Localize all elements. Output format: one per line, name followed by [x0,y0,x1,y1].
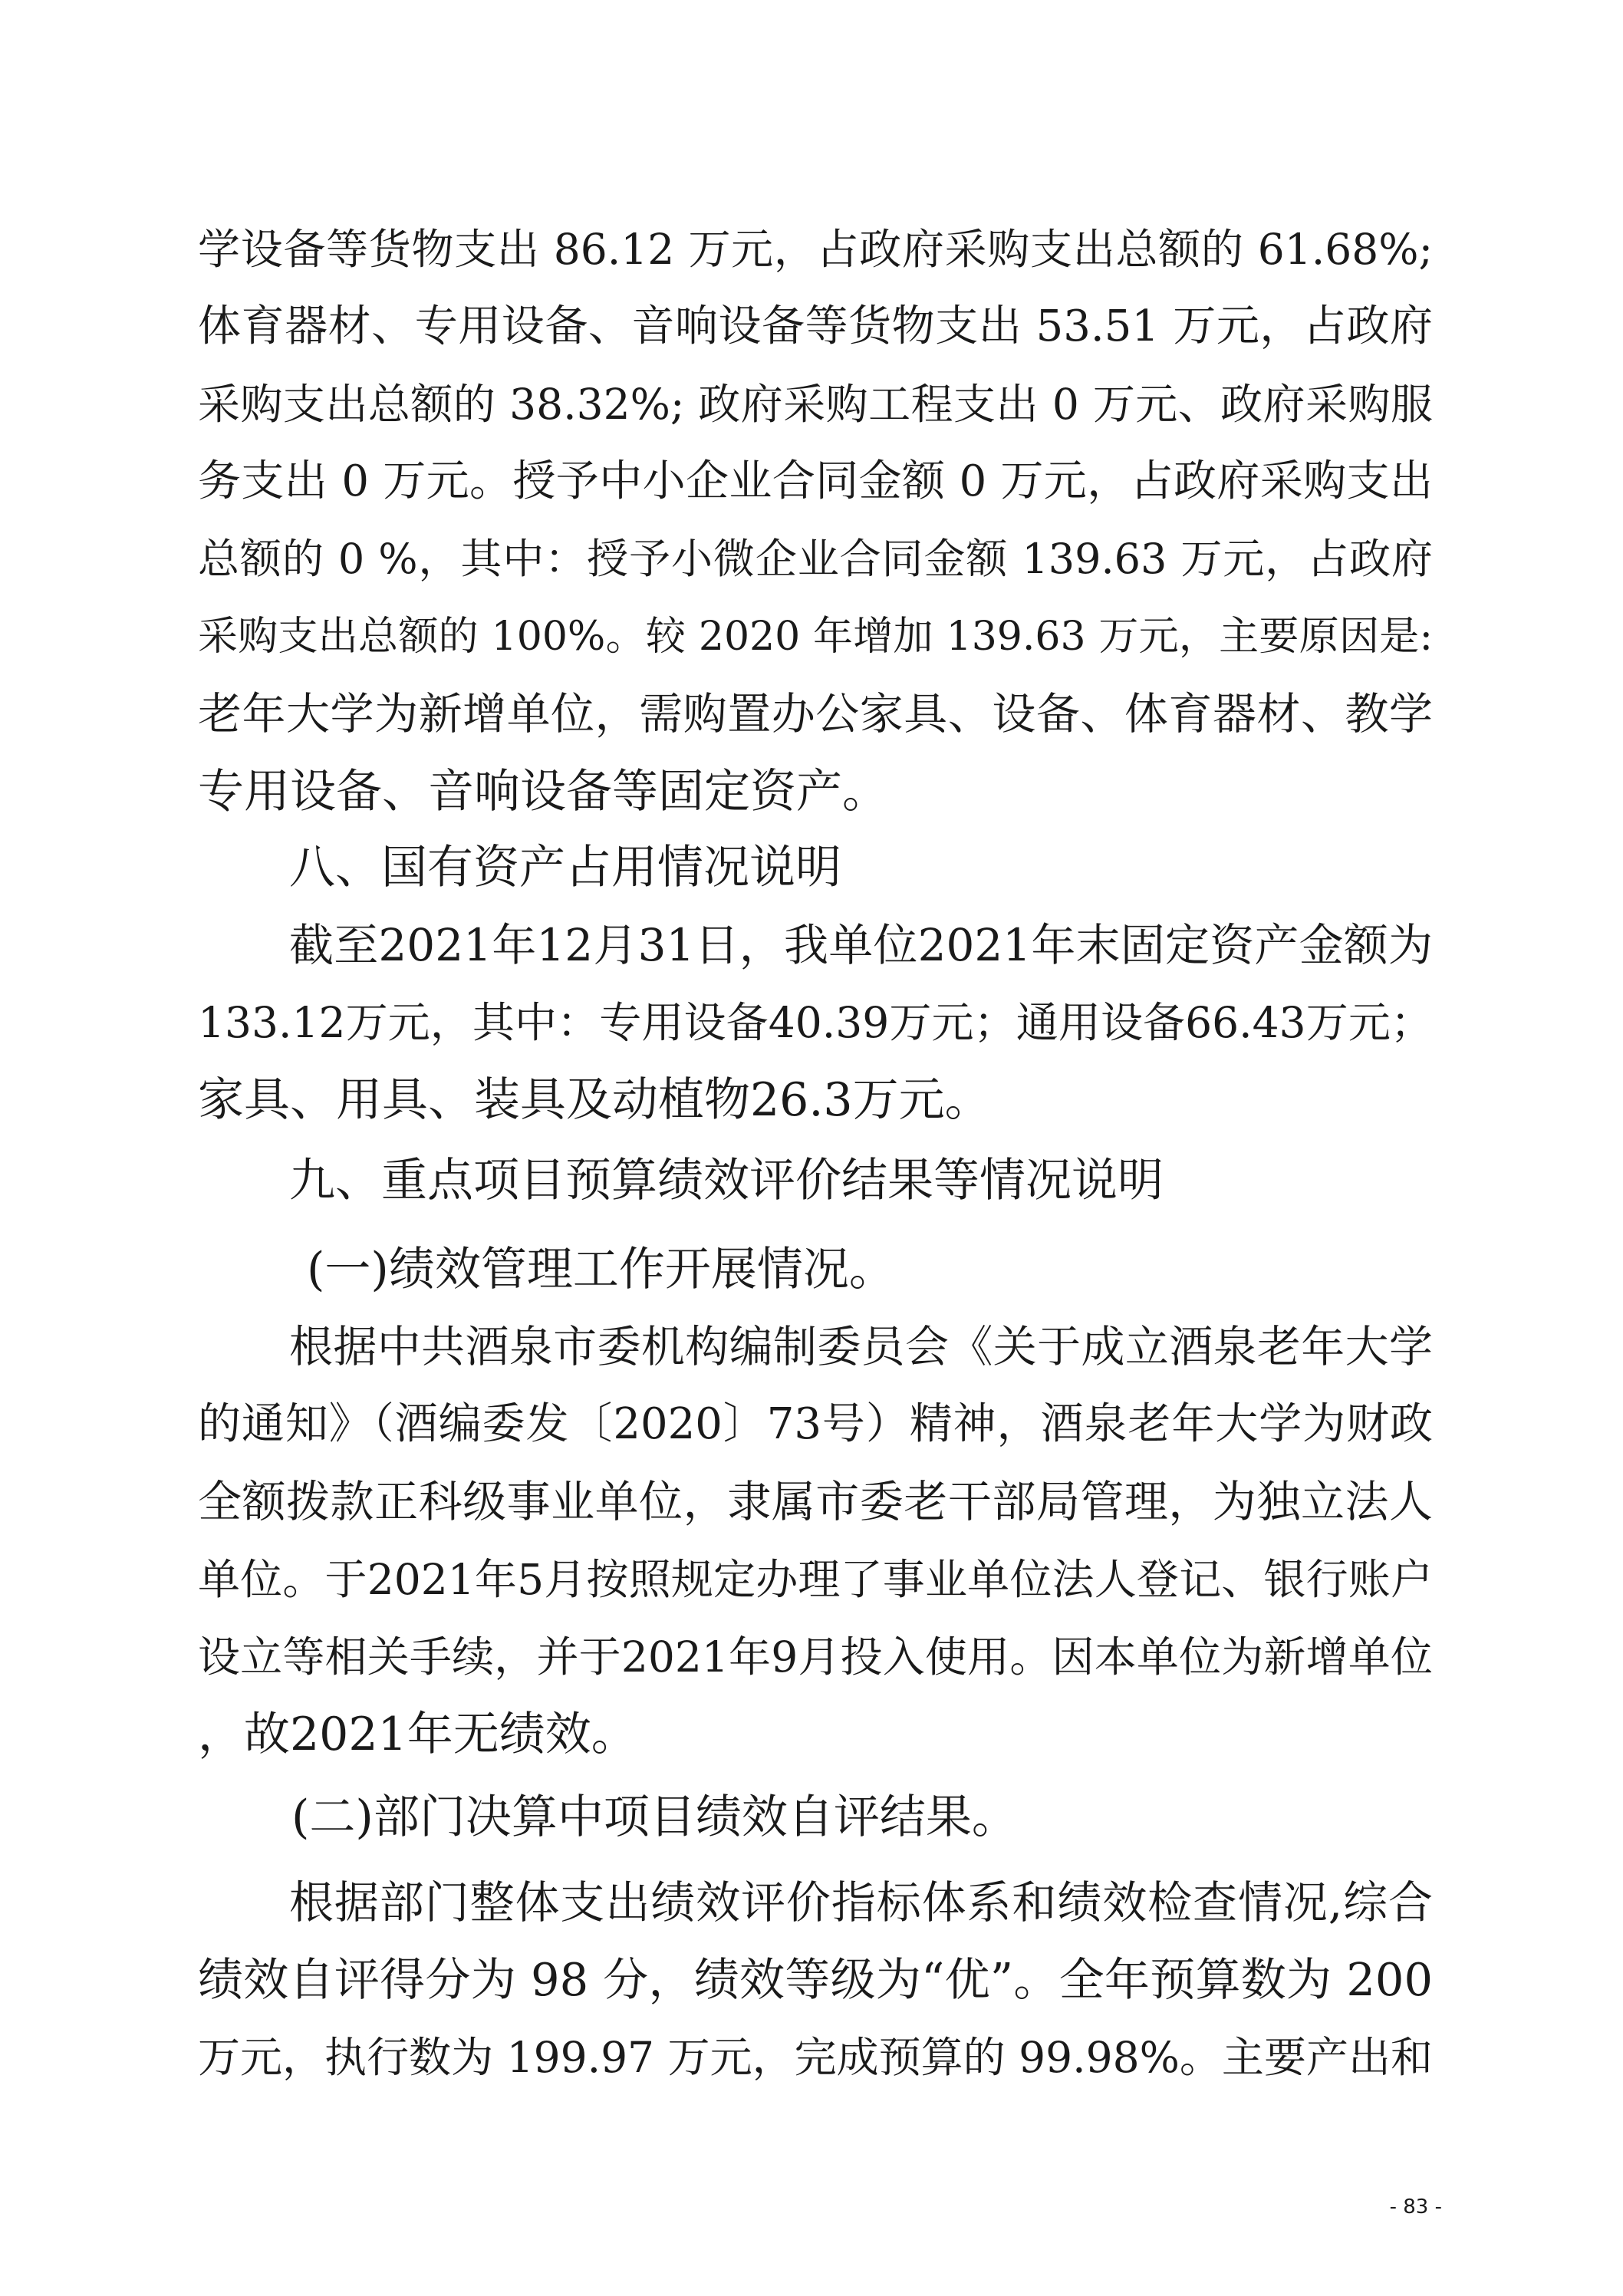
section-heading-9: 九、重点项目预算绩效评价结果等情况说明 [289,1154,1164,1207]
paragraph-line: 全额拨款正科级事业单位，隶属市委老干部局管理，为独立法人 [198,1477,1433,1527]
paragraph-line: 的通知》（酒编委发〔2020〕73号）精神，酒泉老年大学为财政 [198,1399,1433,1449]
paragraph-line: 采购支出总额的 38.32%; 政府采购工程支出 0 万元、政府采购服 [198,380,1433,429]
paragraph-line: 万元，执行数为 199.97 万元，完成预算的 99.98%。主要产出和 [198,2033,1433,2082]
paragraph-line: 家具、用具、装具及动植物26.3万元。 [198,1073,991,1127]
paragraph-line: 老年大学为新增单位，需购置办公家具、设备、体育器材、教学 [198,689,1433,740]
subsection-heading-1: (一)绩效管理工作开展情况。 [307,1243,895,1296]
paragraph-line: 根据部门整体支出绩效评价指标体系和绩效检查情况,综合 [289,1876,1433,1929]
paragraph-line: ，故2021年无绩效。 [198,1708,637,1761]
paragraph-line: 根据中共酒泉市委机构编制委员会《关于成立酒泉老年大学 [289,1322,1433,1372]
paragraph-line: 采购支出总额的 100%。较 2020 年增加 139.63 万元，主要原因是: [198,614,1433,660]
page-number: - 83 - [1389,2196,1442,2219]
paragraph-line: 总额的 0 %，其中：授予小微企业合同金额 139.63 万元，占政府 [198,535,1433,583]
paragraph-line: 学设备等货物支出 86.12 万元，占政府采购支出总额的 61.68%; [198,225,1433,274]
paragraph-line: 133.12万元，其中：专用设备40.39万元；通用设备66.43万元； [198,998,1433,1047]
paragraph-line: 单位。于2021年5月按照规定办理了事业单位法人登记、银行账户 [198,1555,1433,1604]
paragraph-line: 专用设备、音响设备等固定资产。 [198,765,888,819]
subsection-heading-2: (二)部门决算中项目绩效自评结果。 [291,1790,1018,1844]
paragraph-line: 设立等相关手续，并于2021年9月投入使用。因本单位为新增单位 [198,1632,1433,1682]
paragraph-line: 截至2021年12月31日，我单位2021年末固定资产金额为 [289,919,1433,971]
paragraph-line: 体育器材、专用设备、音响设备等货物支出 53.51 万元，占政府 [198,301,1433,351]
section-heading-8: 八、国有资产占用情况说明 [289,841,841,894]
paragraph-line: 务支出 0 万元。授予中小企业合同金额 0 万元，占政府采购支出 [198,456,1433,506]
paragraph-line: 绩效自评得分为 98 分，绩效等级为“优”。全年预算数为 200 [198,1953,1433,2006]
